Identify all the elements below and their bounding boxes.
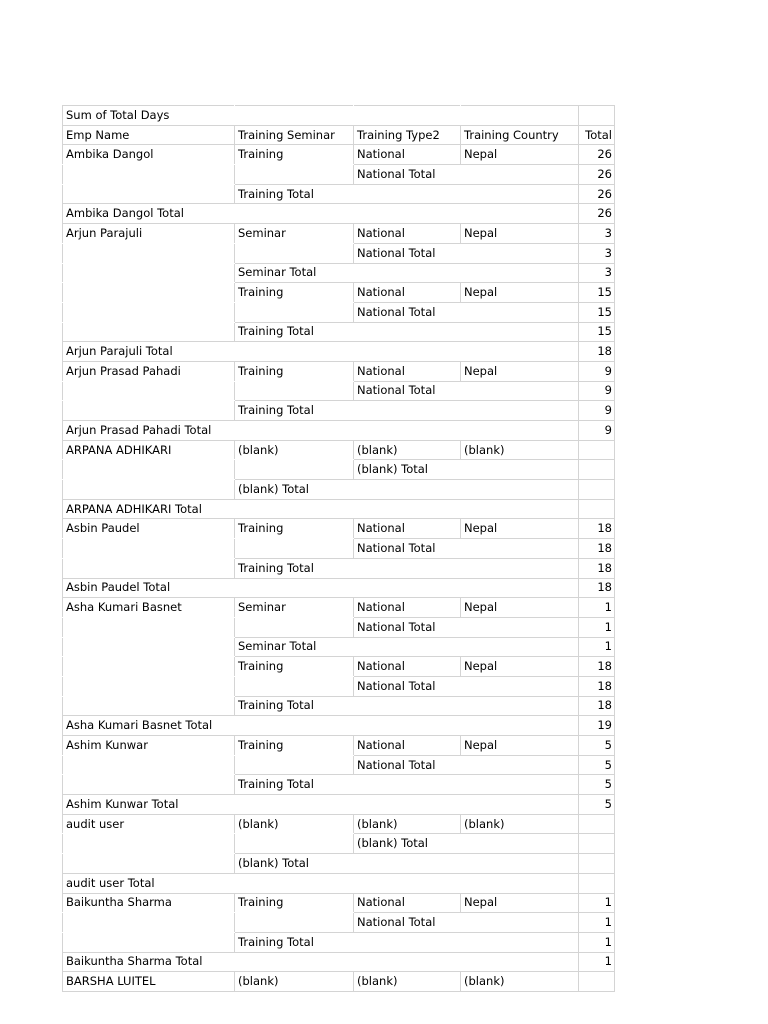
training-country-cell[interactable] [461,952,579,972]
header-training-type2[interactable]: Training Type2 [354,125,461,145]
total-cell[interactable]: 9 [579,361,615,381]
emp-name-cell[interactable] [63,539,235,559]
total-cell[interactable] [579,834,615,854]
training-country-cell[interactable] [461,539,579,559]
seminar-subtotal-row [63,184,615,204]
employee-total-row [63,204,615,224]
total-cell[interactable]: 26 [579,204,615,224]
training-country-cell[interactable] [461,421,579,441]
training-country-cell[interactable]: Nepal [461,598,579,618]
total-cell[interactable]: 1 [579,637,615,657]
emp-name-cell[interactable] [63,834,235,854]
total-cell[interactable]: 5 [579,755,615,775]
header-training-country[interactable]: Training Country [461,125,579,145]
detail-row [63,657,615,677]
emp-name-cell[interactable]: Ambika Dangol [63,145,235,165]
training-type2-cell[interactable] [354,342,461,362]
seminar-subtotal-label[interactable]: Training Total [235,932,354,952]
training-country-cell[interactable] [461,342,579,362]
detail-row [63,224,615,244]
detail-row [63,283,615,303]
training-seminar-cell[interactable] [235,302,354,322]
employee-total-label[interactable]: audit user Total [63,873,235,893]
type2-subtotal-label[interactable]: National Total [354,755,461,775]
emp-name-cell[interactable] [63,676,235,696]
training-country-cell[interactable] [461,578,579,598]
total-cell[interactable]: 9 [579,381,615,401]
training-type2-cell[interactable]: National [354,893,461,913]
type2-subtotal-label[interactable]: National Total [354,302,461,322]
emp-name-cell[interactable]: BARSHA LUITEL [63,972,235,992]
training-country-cell[interactable] [461,302,579,322]
training-type2-cell[interactable]: National [354,145,461,165]
emp-name-cell[interactable] [63,480,235,500]
training-type2-cell[interactable]: National [354,283,461,303]
emp-name-cell[interactable] [63,696,235,716]
training-country-cell[interactable] [461,204,579,224]
employee-total-row [63,795,615,815]
training-country-cell[interactable] [461,243,579,263]
training-country-cell[interactable] [461,499,579,519]
training-type2-cell[interactable] [354,421,461,441]
total-cell[interactable]: 1 [579,952,615,972]
type2-subtotal-row [63,460,615,480]
training-country-cell[interactable]: Nepal [461,893,579,913]
emp-name-cell[interactable] [63,854,235,874]
type2-subtotal-label[interactable]: (blank) Total [354,834,461,854]
emp-name-cell[interactable] [63,381,235,401]
training-type2-cell[interactable] [354,932,461,952]
emp-name-cell[interactable] [63,302,235,322]
seminar-subtotal-label[interactable]: Training Total [235,401,354,421]
employee-total-label[interactable]: Arjun Parajuli Total [63,342,235,362]
employee-total-label[interactable]: Ashim Kunwar Total [63,795,235,815]
emp-name-cell[interactable] [63,932,235,952]
total-cell[interactable]: 18 [579,539,615,559]
employee-total-row [63,421,615,441]
total-cell[interactable]: 18 [579,342,615,362]
training-country-cell[interactable] [461,696,579,716]
training-country-cell[interactable]: (blank) [461,440,579,460]
total-cell[interactable]: 3 [579,224,615,244]
employee-total-row [63,873,615,893]
training-type2-cell[interactable]: National [354,224,461,244]
seminar-subtotal-label[interactable]: (blank) Total [235,480,354,500]
training-seminar-cell[interactable]: (blank) [235,972,354,992]
total-cell[interactable]: 9 [579,421,615,441]
seminar-subtotal-label[interactable]: (blank) Total [235,854,354,874]
training-seminar-cell[interactable] [235,834,354,854]
training-country-cell[interactable] [461,834,579,854]
seminar-subtotal-row [63,263,615,283]
total-cell[interactable]: 1 [579,932,615,952]
training-country-cell[interactable] [461,716,579,736]
total-cell[interactable]: 18 [579,519,615,539]
type2-subtotal-label[interactable]: National Total [354,165,461,185]
total-cell[interactable] [579,499,615,519]
total-cell[interactable]: 5 [579,795,615,815]
emp-name-cell[interactable] [63,184,235,204]
emp-name-cell[interactable]: Arjun Parajuli [63,224,235,244]
training-country-cell[interactable]: (blank) [461,972,579,992]
total-cell[interactable] [579,814,615,834]
emp-name-cell[interactable] [63,657,235,677]
total-cell[interactable]: 15 [579,283,615,303]
detail-row [63,145,615,165]
training-country-cell[interactable] [461,932,579,952]
training-seminar-cell[interactable] [235,539,354,559]
training-country-cell[interactable] [461,854,579,874]
total-cell[interactable] [579,873,615,893]
training-type2-cell[interactable]: National [354,598,461,618]
emp-name-cell[interactable] [63,263,235,283]
total-cell[interactable]: 18 [579,578,615,598]
total-cell[interactable]: 15 [579,322,615,342]
type2-subtotal-row [63,165,615,185]
employee-total-row [63,342,615,362]
training-country-cell[interactable] [461,480,579,500]
training-seminar-cell[interactable] [235,421,354,441]
seminar-subtotal-label[interactable]: Training Total [235,696,354,716]
detail-row [63,519,615,539]
seminar-subtotal-label[interactable]: Training Total [235,558,354,578]
training-seminar-cell[interactable] [235,755,354,775]
training-country-cell[interactable]: Nepal [461,736,579,756]
training-country-cell[interactable] [461,676,579,696]
training-seminar-cell[interactable] [235,578,354,598]
training-type2-cell[interactable] [354,480,461,500]
training-seminar-cell[interactable] [235,243,354,263]
training-type2-cell[interactable] [354,854,461,874]
training-seminar-cell[interactable] [235,795,354,815]
seminar-subtotal-row [63,558,615,578]
training-country-cell[interactable]: Nepal [461,657,579,677]
total-cell[interactable]: 1 [579,598,615,618]
detail-row [63,440,615,460]
training-seminar-cell[interactable] [235,716,354,736]
employee-total-label[interactable]: Asbin Paudel Total [63,578,235,598]
total-cell[interactable]: 5 [579,775,615,795]
total-cell[interactable] [579,440,615,460]
empty-cell[interactable] [235,106,354,126]
type2-subtotal-row [63,676,615,696]
training-country-cell[interactable] [461,755,579,775]
total-cell[interactable]: 15 [579,302,615,322]
type2-subtotal-label[interactable]: National Total [354,617,461,637]
employee-total-label[interactable]: Baikuntha Sharma Total [63,952,235,972]
emp-name-cell[interactable] [63,913,235,933]
total-cell[interactable]: 3 [579,263,615,283]
training-seminar-cell[interactable]: Training [235,657,354,677]
type2-subtotal-row [63,243,615,263]
seminar-subtotal-row [63,480,615,500]
training-country-cell[interactable]: (blank) [461,814,579,834]
emp-name-cell[interactable] [63,755,235,775]
total-cell[interactable]: 26 [579,184,615,204]
training-type2-cell[interactable] [354,952,461,972]
total-cell[interactable]: 19 [579,716,615,736]
training-type2-cell[interactable] [354,499,461,519]
training-type2-cell[interactable] [354,263,461,283]
emp-name-cell[interactable] [63,617,235,637]
seminar-subtotal-row [63,637,615,657]
seminar-subtotal-row [63,854,615,874]
training-type2-cell[interactable]: (blank) [354,814,461,834]
training-country-cell[interactable] [461,263,579,283]
training-country-cell[interactable] [461,558,579,578]
header-training-seminar[interactable]: Training Seminar [235,125,354,145]
total-cell[interactable]: 18 [579,657,615,677]
training-seminar-cell[interactable]: (blank) [235,814,354,834]
type2-subtotal-row [63,913,615,933]
employee-total-label[interactable]: Ambika Dangol Total [63,204,235,224]
type2-subtotal-label[interactable]: National Total [354,539,461,559]
training-seminar-cell[interactable]: Training [235,736,354,756]
emp-name-cell[interactable]: Baikuntha Sharma [63,893,235,913]
seminar-subtotal-label[interactable]: Seminar Total [235,637,354,657]
training-seminar-cell[interactable] [235,204,354,224]
column-header-row [63,125,615,145]
training-seminar-cell[interactable]: Training [235,519,354,539]
training-country-cell[interactable] [461,184,579,204]
emp-name-cell[interactable] [63,322,235,342]
value-field-label[interactable]: Sum of Total Days [63,106,235,126]
empty-cell[interactable] [579,106,615,126]
training-type2-cell[interactable] [354,873,461,893]
seminar-subtotal-row [63,775,615,795]
seminar-subtotal-label[interactable]: Seminar Total [235,263,354,283]
seminar-subtotal-label[interactable]: Training Total [235,322,354,342]
training-seminar-cell[interactable] [235,342,354,362]
empty-cell[interactable] [461,106,579,126]
training-type2-cell[interactable]: National [354,736,461,756]
training-country-cell[interactable]: Nepal [461,519,579,539]
total-cell[interactable]: 3 [579,243,615,263]
training-type2-cell[interactable] [354,578,461,598]
training-type2-cell[interactable] [354,696,461,716]
training-seminar-cell[interactable]: Training [235,893,354,913]
training-type2-cell[interactable]: National [354,657,461,677]
training-country-cell[interactable] [461,795,579,815]
training-country-cell[interactable]: Nepal [461,283,579,303]
type2-subtotal-label[interactable]: National Total [354,913,461,933]
training-seminar-cell[interactable] [235,913,354,933]
detail-row [63,361,615,381]
training-country-cell[interactable] [461,873,579,893]
seminar-subtotal-row [63,696,615,716]
type2-subtotal-row [63,834,615,854]
employee-total-label[interactable]: ARPANA ADHIKARI Total [63,499,235,519]
total-cell[interactable]: 5 [579,736,615,756]
type2-subtotal-label[interactable]: National Total [354,243,461,263]
training-seminar-cell[interactable]: Training [235,361,354,381]
header-total[interactable]: Total [579,125,615,145]
emp-name-cell[interactable]: audit user [63,814,235,834]
pivot-table-sheet [62,105,614,992]
training-seminar-cell[interactable] [235,952,354,972]
training-country-cell[interactable] [461,617,579,637]
emp-name-cell[interactable] [63,283,235,303]
training-seminar-cell[interactable] [235,499,354,519]
type2-subtotal-row [63,381,615,401]
total-cell[interactable]: 1 [579,893,615,913]
seminar-subtotal-row [63,322,615,342]
total-cell[interactable]: 18 [579,558,615,578]
seminar-subtotal-row [63,932,615,952]
seminar-subtotal-label[interactable]: Training Total [235,775,354,795]
training-seminar-cell[interactable] [235,381,354,401]
total-cell[interactable] [579,460,615,480]
training-country-cell[interactable] [461,381,579,401]
training-type2-cell[interactable]: (blank) [354,440,461,460]
emp-name-cell[interactable]: Asbin Paudel [63,519,235,539]
emp-name-cell[interactable] [63,243,235,263]
training-type2-cell[interactable] [354,401,461,421]
training-seminar-cell[interactable]: (blank) [235,440,354,460]
type2-subtotal-row [63,617,615,637]
total-cell[interactable]: 26 [579,145,615,165]
pivot-body [63,145,615,992]
training-country-cell[interactable] [461,637,579,657]
training-type2-cell[interactable] [354,775,461,795]
value-label-row [63,106,615,126]
emp-name-cell[interactable] [63,637,235,657]
training-type2-cell[interactable] [354,204,461,224]
total-cell[interactable]: 18 [579,676,615,696]
employee-total-label[interactable]: Arjun Prasad Pahadi Total [63,421,235,441]
training-type2-cell[interactable]: National [354,519,461,539]
training-seminar-cell[interactable]: Training [235,283,354,303]
total-cell[interactable] [579,854,615,874]
header-emp-name[interactable]: Emp Name [63,125,235,145]
training-type2-cell[interactable]: (blank) [354,972,461,992]
training-type2-cell[interactable] [354,184,461,204]
training-seminar-cell[interactable] [235,460,354,480]
employee-total-row [63,578,615,598]
training-country-cell[interactable] [461,322,579,342]
emp-name-cell[interactable]: ARPANA ADHIKARI [63,440,235,460]
training-country-cell[interactable] [461,401,579,421]
total-cell[interactable] [579,480,615,500]
emp-name-cell[interactable]: Asha Kumari Basnet [63,598,235,618]
empty-cell[interactable] [354,106,461,126]
emp-name-cell[interactable]: Arjun Prasad Pahadi [63,361,235,381]
emp-name-cell[interactable] [63,401,235,421]
seminar-subtotal-label[interactable]: Training Total [235,184,354,204]
total-cell[interactable]: 1 [579,913,615,933]
total-cell[interactable]: 9 [579,401,615,421]
training-seminar-cell[interactable]: Seminar [235,224,354,244]
detail-row [63,972,615,992]
total-cell[interactable]: 26 [579,165,615,185]
training-seminar-cell[interactable] [235,873,354,893]
emp-name-cell[interactable]: Ashim Kunwar [63,736,235,756]
training-country-cell[interactable] [461,913,579,933]
training-type2-cell[interactable] [354,716,461,736]
detail-row [63,814,615,834]
type2-subtotal-row [63,755,615,775]
training-seminar-cell[interactable]: Seminar [235,598,354,618]
training-country-cell[interactable] [461,165,579,185]
training-country-cell[interactable]: Nepal [461,224,579,244]
emp-name-cell[interactable] [63,460,235,480]
emp-name-cell[interactable] [63,558,235,578]
training-type2-cell[interactable] [354,322,461,342]
training-country-cell[interactable] [461,460,579,480]
type2-subtotal-row [63,302,615,322]
type2-subtotal-label[interactable]: National Total [354,676,461,696]
total-cell[interactable]: 18 [579,696,615,716]
training-seminar-cell[interactable]: Training [235,145,354,165]
detail-row [63,598,615,618]
total-cell[interactable]: 1 [579,617,615,637]
training-country-cell[interactable] [461,775,579,795]
detail-row [63,736,615,756]
training-country-cell[interactable]: Nepal [461,361,579,381]
training-type2-cell[interactable] [354,795,461,815]
training-type2-cell[interactable] [354,558,461,578]
employee-total-row [63,716,615,736]
emp-name-cell[interactable] [63,775,235,795]
employee-total-row [63,952,615,972]
training-seminar-cell[interactable] [235,165,354,185]
training-country-cell[interactable]: Nepal [461,145,579,165]
pivot-table [62,105,615,992]
training-type2-cell[interactable] [354,637,461,657]
training-seminar-cell[interactable] [235,676,354,696]
training-type2-cell[interactable]: National [354,361,461,381]
seminar-subtotal-row [63,401,615,421]
detail-row [63,893,615,913]
type2-subtotal-label[interactable]: (blank) Total [354,460,461,480]
type2-subtotal-label[interactable]: National Total [354,381,461,401]
total-cell[interactable] [579,972,615,992]
employee-total-row [63,499,615,519]
employee-total-label[interactable]: Asha Kumari Basnet Total [63,716,235,736]
type2-subtotal-row [63,539,615,559]
training-seminar-cell[interactable] [235,617,354,637]
emp-name-cell[interactable] [63,165,235,185]
